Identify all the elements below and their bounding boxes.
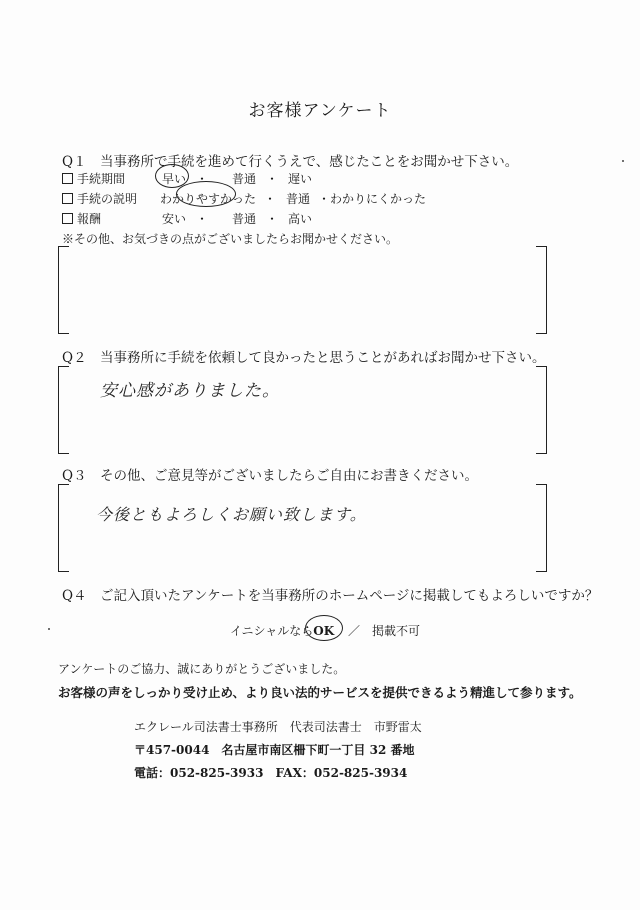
option-high[interactable]: 高い	[288, 212, 313, 226]
option-dot: ・	[266, 212, 279, 226]
option-dot: ・	[196, 212, 209, 226]
answer-box-left	[58, 484, 69, 572]
q4-option-ok[interactable]: OK	[313, 624, 335, 638]
option-easy[interactable]: わかりやすかった	[160, 192, 257, 206]
option-hard[interactable]: ・わかりにくかった	[318, 192, 427, 206]
thanks-line-2: お客様の声をしっかり受け止め、より良い法的サービスを提供できるよう精進して参ります。	[58, 685, 582, 700]
q2-heading	[62, 346, 546, 366]
option-dot: ・	[196, 172, 209, 186]
q4-option-prefix: イニシャルなら	[230, 624, 314, 638]
q4-separator: ／	[348, 624, 361, 638]
q1-heading	[62, 150, 518, 170]
option-dot: ・	[264, 192, 277, 206]
q1-row-explanation	[62, 190, 137, 207]
q4-heading	[62, 584, 598, 604]
answer-box-left	[58, 366, 69, 454]
row-label: 手続期間	[77, 172, 126, 186]
q4-number: Q４	[62, 588, 87, 604]
q3-number: Q３	[62, 468, 87, 484]
option-early[interactable]: 早い	[162, 172, 187, 186]
q4-text: ご記入頂いたアンケートを当事務所のホームページに掲載してもよろしいですか？	[100, 588, 599, 604]
q1-number: Q１	[62, 154, 87, 170]
q4-option-no[interactable]: 掲載不可	[372, 624, 421, 638]
option-slow[interactable]: 遅い	[288, 172, 313, 186]
selection-circle	[305, 615, 343, 641]
checkbox[interactable]	[62, 193, 73, 204]
q2-number: Q２	[62, 350, 87, 366]
scan-speck	[622, 160, 624, 162]
option-normal[interactable]: 普通	[232, 212, 257, 226]
option-dot: ・	[266, 172, 279, 186]
q2-handwritten-answer: 安心感がありました。	[100, 381, 280, 401]
option-normal[interactable]: 普通	[286, 192, 311, 206]
selection-circle	[176, 181, 236, 207]
answer-box-right	[536, 246, 547, 334]
q3-handwritten-answer: 今後ともよろしくお願い致します。	[96, 505, 367, 524]
scan-speck	[48, 628, 50, 630]
option-normal[interactable]: 普通	[232, 172, 257, 186]
answer-box-right	[536, 484, 547, 572]
checkbox[interactable]	[62, 213, 73, 224]
q1-row-fee	[62, 210, 101, 227]
office-address: 〒457-0044 名古屋市南区柵下町一丁目 32 番地	[134, 743, 415, 757]
q1-note: ※その他、お気づきの点がございましたらお聞かせください。	[62, 232, 399, 246]
thanks-line-1: アンケートのご協力、誠にありがとうございました。	[58, 662, 346, 676]
q2-text: 当事務所に手続を依頼して良かったと思うことがあればお聞かせ下さい。	[100, 350, 546, 366]
row-label: 報酬	[77, 212, 102, 226]
office-name: エクレール司法書士事務所 代表司法書士 市野雷太	[134, 720, 422, 734]
page-title: お客様アンケート	[248, 101, 392, 121]
q1-row-period	[62, 170, 125, 187]
answer-box-left	[58, 246, 69, 334]
office-phone: 電話：052-825-3933 FAX：052-825-3934	[134, 766, 408, 780]
q1-text: 当事務所で手続を進めて行くうえで、感じたことをお聞かせ下さい。	[100, 154, 519, 170]
option-cheap[interactable]: 安い	[162, 212, 187, 226]
q3-heading	[62, 464, 478, 484]
checkbox[interactable]	[62, 173, 73, 184]
q3-text: その他、ご意見等がございましたらご自由にお書きください。	[100, 468, 478, 484]
answer-box-right	[536, 366, 547, 454]
row-label: 手続の説明	[77, 192, 138, 206]
